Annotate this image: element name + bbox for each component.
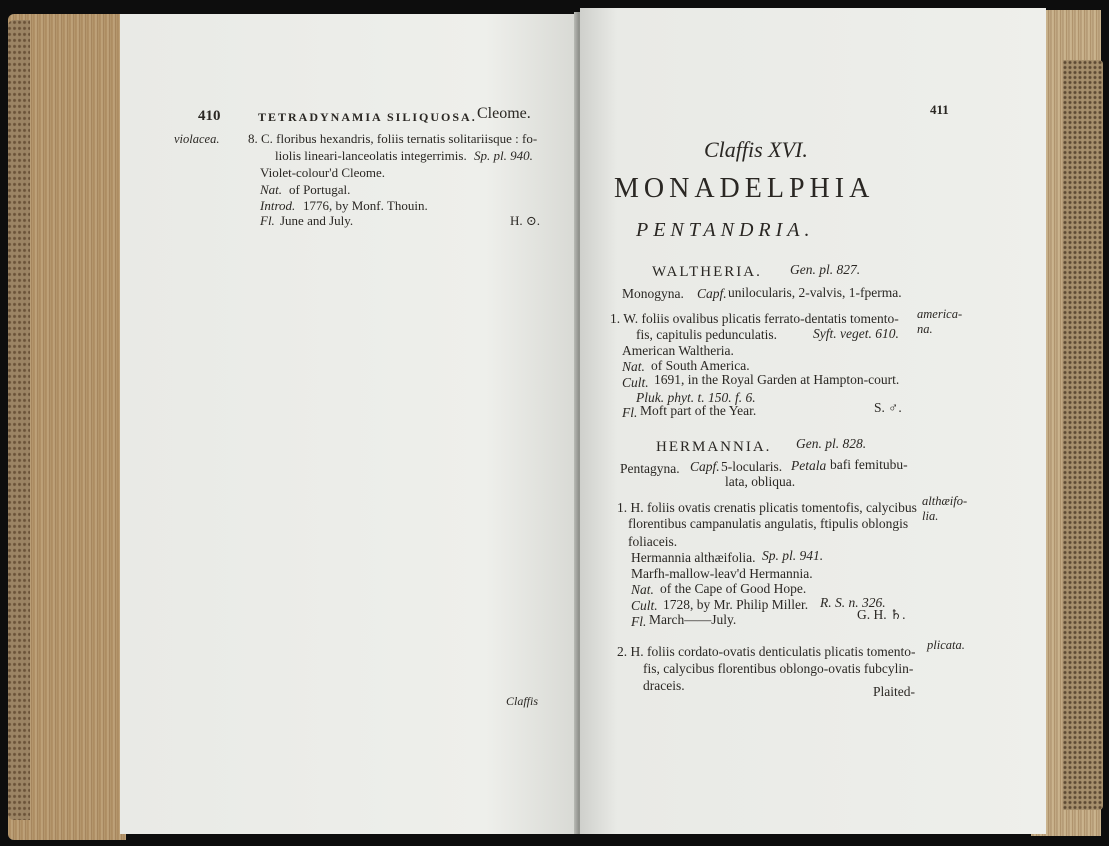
fl-label: Fl. bbox=[260, 213, 275, 228]
fl-symbol: H. ⊙. bbox=[510, 213, 541, 228]
hermannia-s1-nat-text: of the Cape of Good Hope. bbox=[660, 581, 807, 596]
genus-head: Cleome. bbox=[477, 105, 531, 122]
waltheria-cult-text: 1691, in the Royal Garden at Hampton-court. bbox=[654, 372, 900, 387]
right-page-number: 411 bbox=[930, 102, 949, 117]
hermannia-s1-cult-ref: R. S. n. 326. bbox=[820, 595, 886, 610]
waltheria-ref: Syft. veget. 610. bbox=[813, 326, 899, 341]
hermannia-char-c: 5-locularis. bbox=[721, 459, 783, 474]
hermannia-s1-fl-symbol: G. H. ♄. bbox=[857, 607, 906, 622]
hermannia-s2-line-2: fis, calycibus florentibus oblongo-ovatis fubcylin- bbox=[643, 661, 914, 676]
running-head: TETRADYNAMIA SILIQUOSA. bbox=[258, 110, 477, 124]
class-title: Claffis XVI. bbox=[704, 137, 808, 162]
order-name: PENTANDRIA. bbox=[636, 219, 815, 241]
waltheria-pluk: Pluk. phyt. t. 150. f. 6. bbox=[636, 390, 756, 405]
left-cover-marbled bbox=[8, 20, 30, 820]
waltheria-fl-text: Moft part of the Year. bbox=[640, 403, 757, 418]
waltheria-margin-b: na. bbox=[917, 322, 933, 336]
class-name: MONADELPHIA bbox=[614, 173, 875, 204]
hermannia-s1-line-3: foliaceis. bbox=[628, 534, 678, 549]
hermannia-s1-cult-text: 1728, by Mr. Philip Miller. bbox=[663, 597, 809, 612]
fl-text: June and July. bbox=[280, 213, 354, 228]
introd-text: 1776, by Monf. Thouin. bbox=[303, 198, 428, 213]
entry-line-1: 8. C. floribus hexandris, foliis ternatis solitariisque : fo- bbox=[248, 131, 538, 146]
entry-line-2: liolis lineari-lanceolatis integerrimis. bbox=[275, 148, 467, 163]
hermannia-char-f: lata, obliqua. bbox=[725, 474, 796, 489]
hermannia-char-b: Capf. bbox=[690, 459, 720, 474]
waltheria-nat-label: Nat. bbox=[622, 359, 645, 374]
hermannia-char-e: bafi femitubu- bbox=[830, 457, 908, 472]
waltheria-line-1: 1. W. foliis ovalibus plicatis ferrato-dentatis tomento- bbox=[610, 311, 899, 326]
waltheria-common: American Waltheria. bbox=[622, 343, 734, 358]
introd-label: Introd. bbox=[260, 198, 296, 213]
nat-text: of Portugal. bbox=[289, 182, 351, 197]
right-cover-marbled bbox=[1063, 60, 1103, 810]
hermannia-s1-cult-label: Cult. bbox=[631, 598, 658, 613]
waltheria-line-2: fis, capitulis pedunculatis. bbox=[636, 327, 777, 342]
margin-species: violacea. bbox=[174, 132, 220, 146]
hermannia-s1-fl-label: Fl. bbox=[631, 614, 647, 629]
waltheria-gen-ref: Gen. pl. 827. bbox=[790, 262, 861, 277]
waltheria-fl-label: Fl. bbox=[622, 405, 638, 420]
hermannia-s1-line-1: 1. H. foliis ovatis crenatis plicatis tomentofis, calycibus bbox=[617, 500, 917, 515]
hermannia-char-a: Pentagyna. bbox=[620, 461, 680, 476]
left-catchword: Claffis bbox=[506, 694, 539, 708]
waltheria-genus: WALTHERIA. bbox=[652, 264, 762, 280]
hermannia-s2-line-3: draceis. bbox=[643, 678, 685, 693]
left-page-number: 410 bbox=[198, 108, 221, 124]
hermannia-char-d: Petala bbox=[791, 458, 827, 473]
hermannia-s2-margin: plicata. bbox=[927, 638, 965, 652]
entry-ref: Sp. pl. 940. bbox=[474, 148, 533, 163]
hermannia-s1-line-2: florentibus campanulatis angulatis, ftipulis oblongis bbox=[628, 516, 909, 531]
waltheria-char-b: Capf. bbox=[697, 286, 727, 301]
nat-label: Nat. bbox=[260, 182, 283, 197]
right-page bbox=[580, 8, 1046, 834]
hermannia-s1-common-2: Marfh-mallow-leav'd Hermannia. bbox=[631, 566, 813, 581]
hermannia-s2-line-1: 2. H. foliis cordato-ovatis denticulatis plicatis tomento- bbox=[617, 644, 916, 659]
hermannia-s1-margin-a: althæifo- bbox=[922, 494, 968, 508]
waltheria-nat-text: of South America. bbox=[651, 358, 750, 373]
waltheria-fl-symbol: S. ♂. bbox=[874, 400, 902, 415]
hermannia-gen-ref: Gen. pl. 828. bbox=[796, 436, 867, 451]
common-name: Violet-colour'd Cleome. bbox=[260, 165, 386, 180]
hermannia-s1-margin-b: lia. bbox=[922, 509, 939, 523]
waltheria-char-a: Monogyna. bbox=[622, 286, 684, 301]
waltheria-margin-a: america- bbox=[917, 307, 963, 321]
hermannia-s1-common: Hermannia althæifolia. bbox=[631, 550, 756, 565]
hermannia-s1-fl-text: March——July. bbox=[649, 612, 737, 627]
hermannia-genus: HERMANNIA. bbox=[656, 439, 772, 455]
hermannia-s1-ref: Sp. pl. 941. bbox=[762, 548, 824, 563]
waltheria-char-c: unilocularis, 2-valvis, 1-fperma. bbox=[728, 285, 902, 300]
hermannia-s1-nat-label: Nat. bbox=[631, 582, 654, 597]
waltheria-cult-label: Cult. bbox=[622, 375, 649, 390]
right-catchword: Plaited- bbox=[873, 684, 915, 699]
